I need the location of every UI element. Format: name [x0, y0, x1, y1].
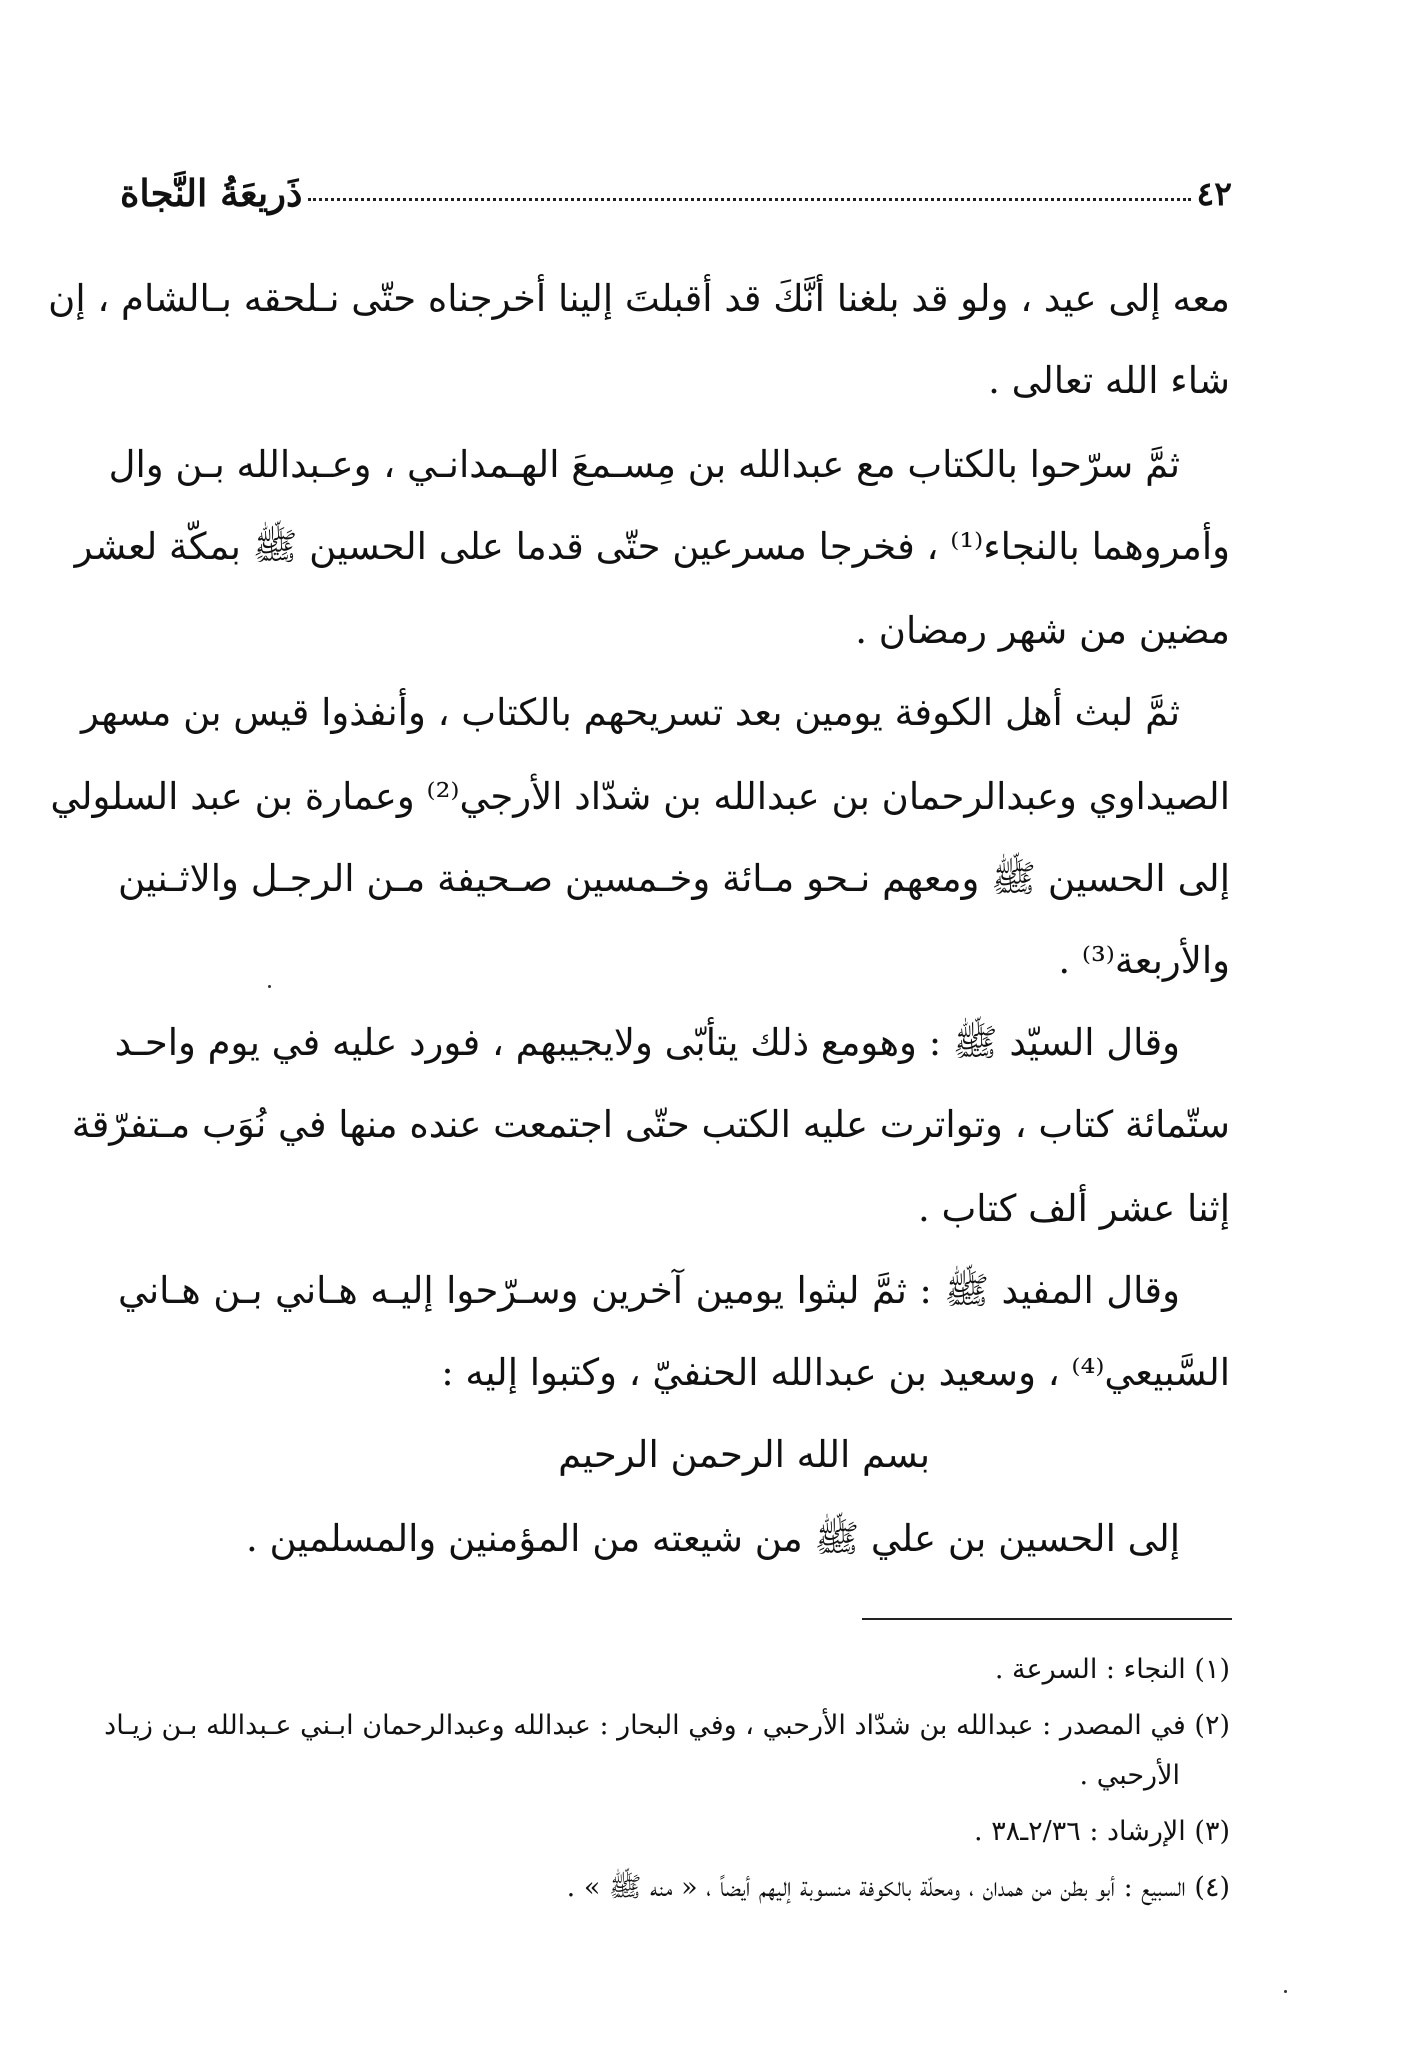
- body-line: ستّمائة كتاب ، وتواترت عليه الكتب حتّى اجتمعت عنده منها في نُوَب مـتفرّقة: [71, 1103, 1230, 1146]
- header-dot-leader: [308, 198, 1190, 201]
- basmala-line: بسم الله الرحمن الرحيم: [558, 1433, 930, 1476]
- scan-speck: [268, 985, 271, 988]
- page-number: ٤٢: [1196, 173, 1232, 213]
- letter-address-line: إلى الحسين بن علي ﷺ من شيعته من المؤمنين والمسلمين .: [245, 1517, 1180, 1560]
- body-line: شاء الله تعالى .: [988, 359, 1230, 402]
- body-line: إلى الحسين ﷺ ومعهم نـحو مـائة وخـمسين صـحيفة مـن الرجـل والاثـنين: [118, 857, 1230, 900]
- running-title: ذَريعَةُ النَّجاة: [120, 171, 303, 215]
- body-line: السَّبيعي⁽⁴⁾ ، وسعيد بن عبدالله الحنفيّ ، وكتبوا إليه :: [441, 1351, 1230, 1394]
- body-line: والأربعة⁽³⁾ .: [1058, 939, 1230, 982]
- body-line: الصيداوي وعبدالرحمان بن عبدالله بن شدّاد الأرجي⁽²⁾ وعمارة بن عبد السلولي: [50, 775, 1230, 818]
- body-line: وأمروهما بالنجاء⁽¹⁾ ، فخرجا مسرعين حتّى قدما على الحسين ﷺ بمكّة لعشر: [74, 525, 1230, 568]
- footnote: (٣) الإرشاد : ٢/٣٦ـ٣٨ .: [974, 1816, 1230, 1847]
- footnote: (١) النجاء : السرعة .: [994, 1654, 1230, 1685]
- body-line: ثمَّ لبث أهل الكوفة يومين بعد تسريحهم بالكتاب ، وأنفذوا قيس بن مسهر: [81, 691, 1180, 734]
- body-line: إثنا عشر ألف كتاب .: [917, 1187, 1230, 1230]
- body-line: معه إلى عيد ، ولو قد بلغنا أنَّكَ قد أقبلتَ إلينا أخرجناه حتّى نـلحقه بـالشام ، إن: [48, 277, 1230, 320]
- page-header: [120, 168, 1232, 218]
- scan-speck: [1284, 1990, 1287, 1993]
- body-line: وقال السيّد ﷺ : وهومع ذلك يتأبّى ولايجيبهم ، فورد عليه في يوم واحـد: [114, 1021, 1180, 1064]
- footnote: (٢) في المصدر : عبدالله بن شدّاد الأرحبي ، وفي البحار : عبدالله وعبدالرحمان ابـني عـبدالله بـن زيـاد: [104, 1710, 1230, 1741]
- footnote-continuation: الأرحبي .: [1079, 1760, 1180, 1791]
- footnote-separator: [862, 1618, 1232, 1620]
- body-line: وقال المفيد ﷺ : ثمَّ لبثوا يومين آخرين وسـرّحوا إليـه هـاني بـن هـاني: [118, 1269, 1180, 1312]
- body-line: ثمَّ سرّحوا بالكتاب مع عبدالله بن مِسـمعَ الهـمدانـي ، وعـبدالله بـن وال: [108, 443, 1180, 486]
- footnote: (٤) السبيع : أبو بطن من همدان ، ومحلّة بالكوفة منسوبة إليهم أيضاً ، « منه ﷺ » .: [566, 1872, 1230, 1903]
- body-line: مضين من شهر رمضان .: [855, 609, 1230, 652]
